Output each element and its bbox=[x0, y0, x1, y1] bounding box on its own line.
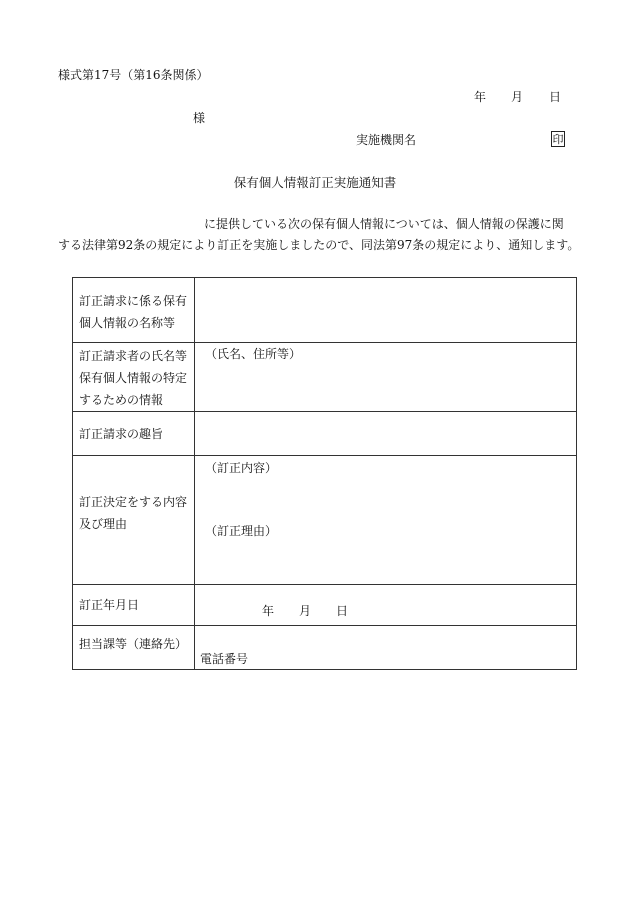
table-row bbox=[73, 456, 577, 585]
label-requester-info bbox=[73, 343, 195, 412]
label-request-purpose bbox=[73, 412, 195, 456]
label-line: 個人情報の名称等 bbox=[79, 316, 176, 330]
seal-mark: 印 bbox=[552, 132, 564, 146]
notice-table bbox=[72, 277, 577, 670]
value-decision-content[interactable] bbox=[195, 456, 577, 585]
table-row bbox=[73, 343, 577, 412]
table-row bbox=[73, 412, 577, 456]
label-line: 訂正年月日 bbox=[79, 598, 140, 612]
body-text-line-2: する法律第92条の規定により訂正を実施しましたので、同法第97条の規定により、通知します。 bbox=[58, 238, 580, 252]
correction-date-month-label: 月 bbox=[299, 604, 312, 618]
label-line: 訂正請求に係る保有 bbox=[79, 294, 188, 308]
value-record-name[interactable] bbox=[195, 278, 577, 343]
value-contact-dept[interactable] bbox=[195, 626, 577, 670]
issue-date-month-label: 月 bbox=[511, 90, 524, 104]
label-line: 訂正決定をする内容 bbox=[79, 495, 188, 509]
label-line: 訂正請求の趣旨 bbox=[79, 426, 164, 441]
label-line: 担当課等（連絡先） bbox=[79, 637, 188, 651]
label-contact-dept bbox=[73, 626, 195, 670]
form-number: 様式第17号（第16条関係） bbox=[58, 68, 209, 82]
addressee-honorific: 様 bbox=[193, 111, 206, 125]
label-line: するための情報 bbox=[79, 393, 164, 407]
requester-info-hint: （氏名、住所等） bbox=[205, 347, 302, 361]
label-correction-date bbox=[73, 585, 195, 626]
label-record-name bbox=[73, 278, 195, 343]
correction-content-label: （訂正内容） bbox=[205, 461, 278, 475]
correction-date-day-label: 日 bbox=[336, 604, 349, 618]
label-line: 訂正請求者の氏名等 bbox=[79, 349, 188, 363]
agency-name-label: 実施機関名 bbox=[356, 133, 417, 147]
label-line: 保有個人情報の特定 bbox=[79, 371, 188, 385]
document-title: 保有個人情報訂正実施通知書 bbox=[233, 175, 397, 190]
body-text-line-1: に提供している次の保有個人情報については、個人情報の保護に関 bbox=[204, 217, 564, 231]
label-line: 及び理由 bbox=[79, 517, 128, 531]
table-row bbox=[73, 278, 577, 343]
table-row bbox=[73, 626, 577, 670]
issue-date-year-label: 年 bbox=[474, 90, 487, 104]
correction-reason-label: （訂正理由） bbox=[205, 524, 278, 538]
correction-date-year-label: 年 bbox=[262, 604, 275, 618]
value-correction-date[interactable] bbox=[195, 585, 577, 626]
value-requester-info[interactable] bbox=[195, 343, 577, 412]
phone-number-label: 電話番号 bbox=[200, 652, 249, 666]
value-request-purpose[interactable] bbox=[195, 412, 577, 456]
table-row bbox=[73, 585, 577, 626]
label-decision-content bbox=[73, 456, 195, 585]
issue-date-day-label: 日 bbox=[549, 90, 562, 104]
